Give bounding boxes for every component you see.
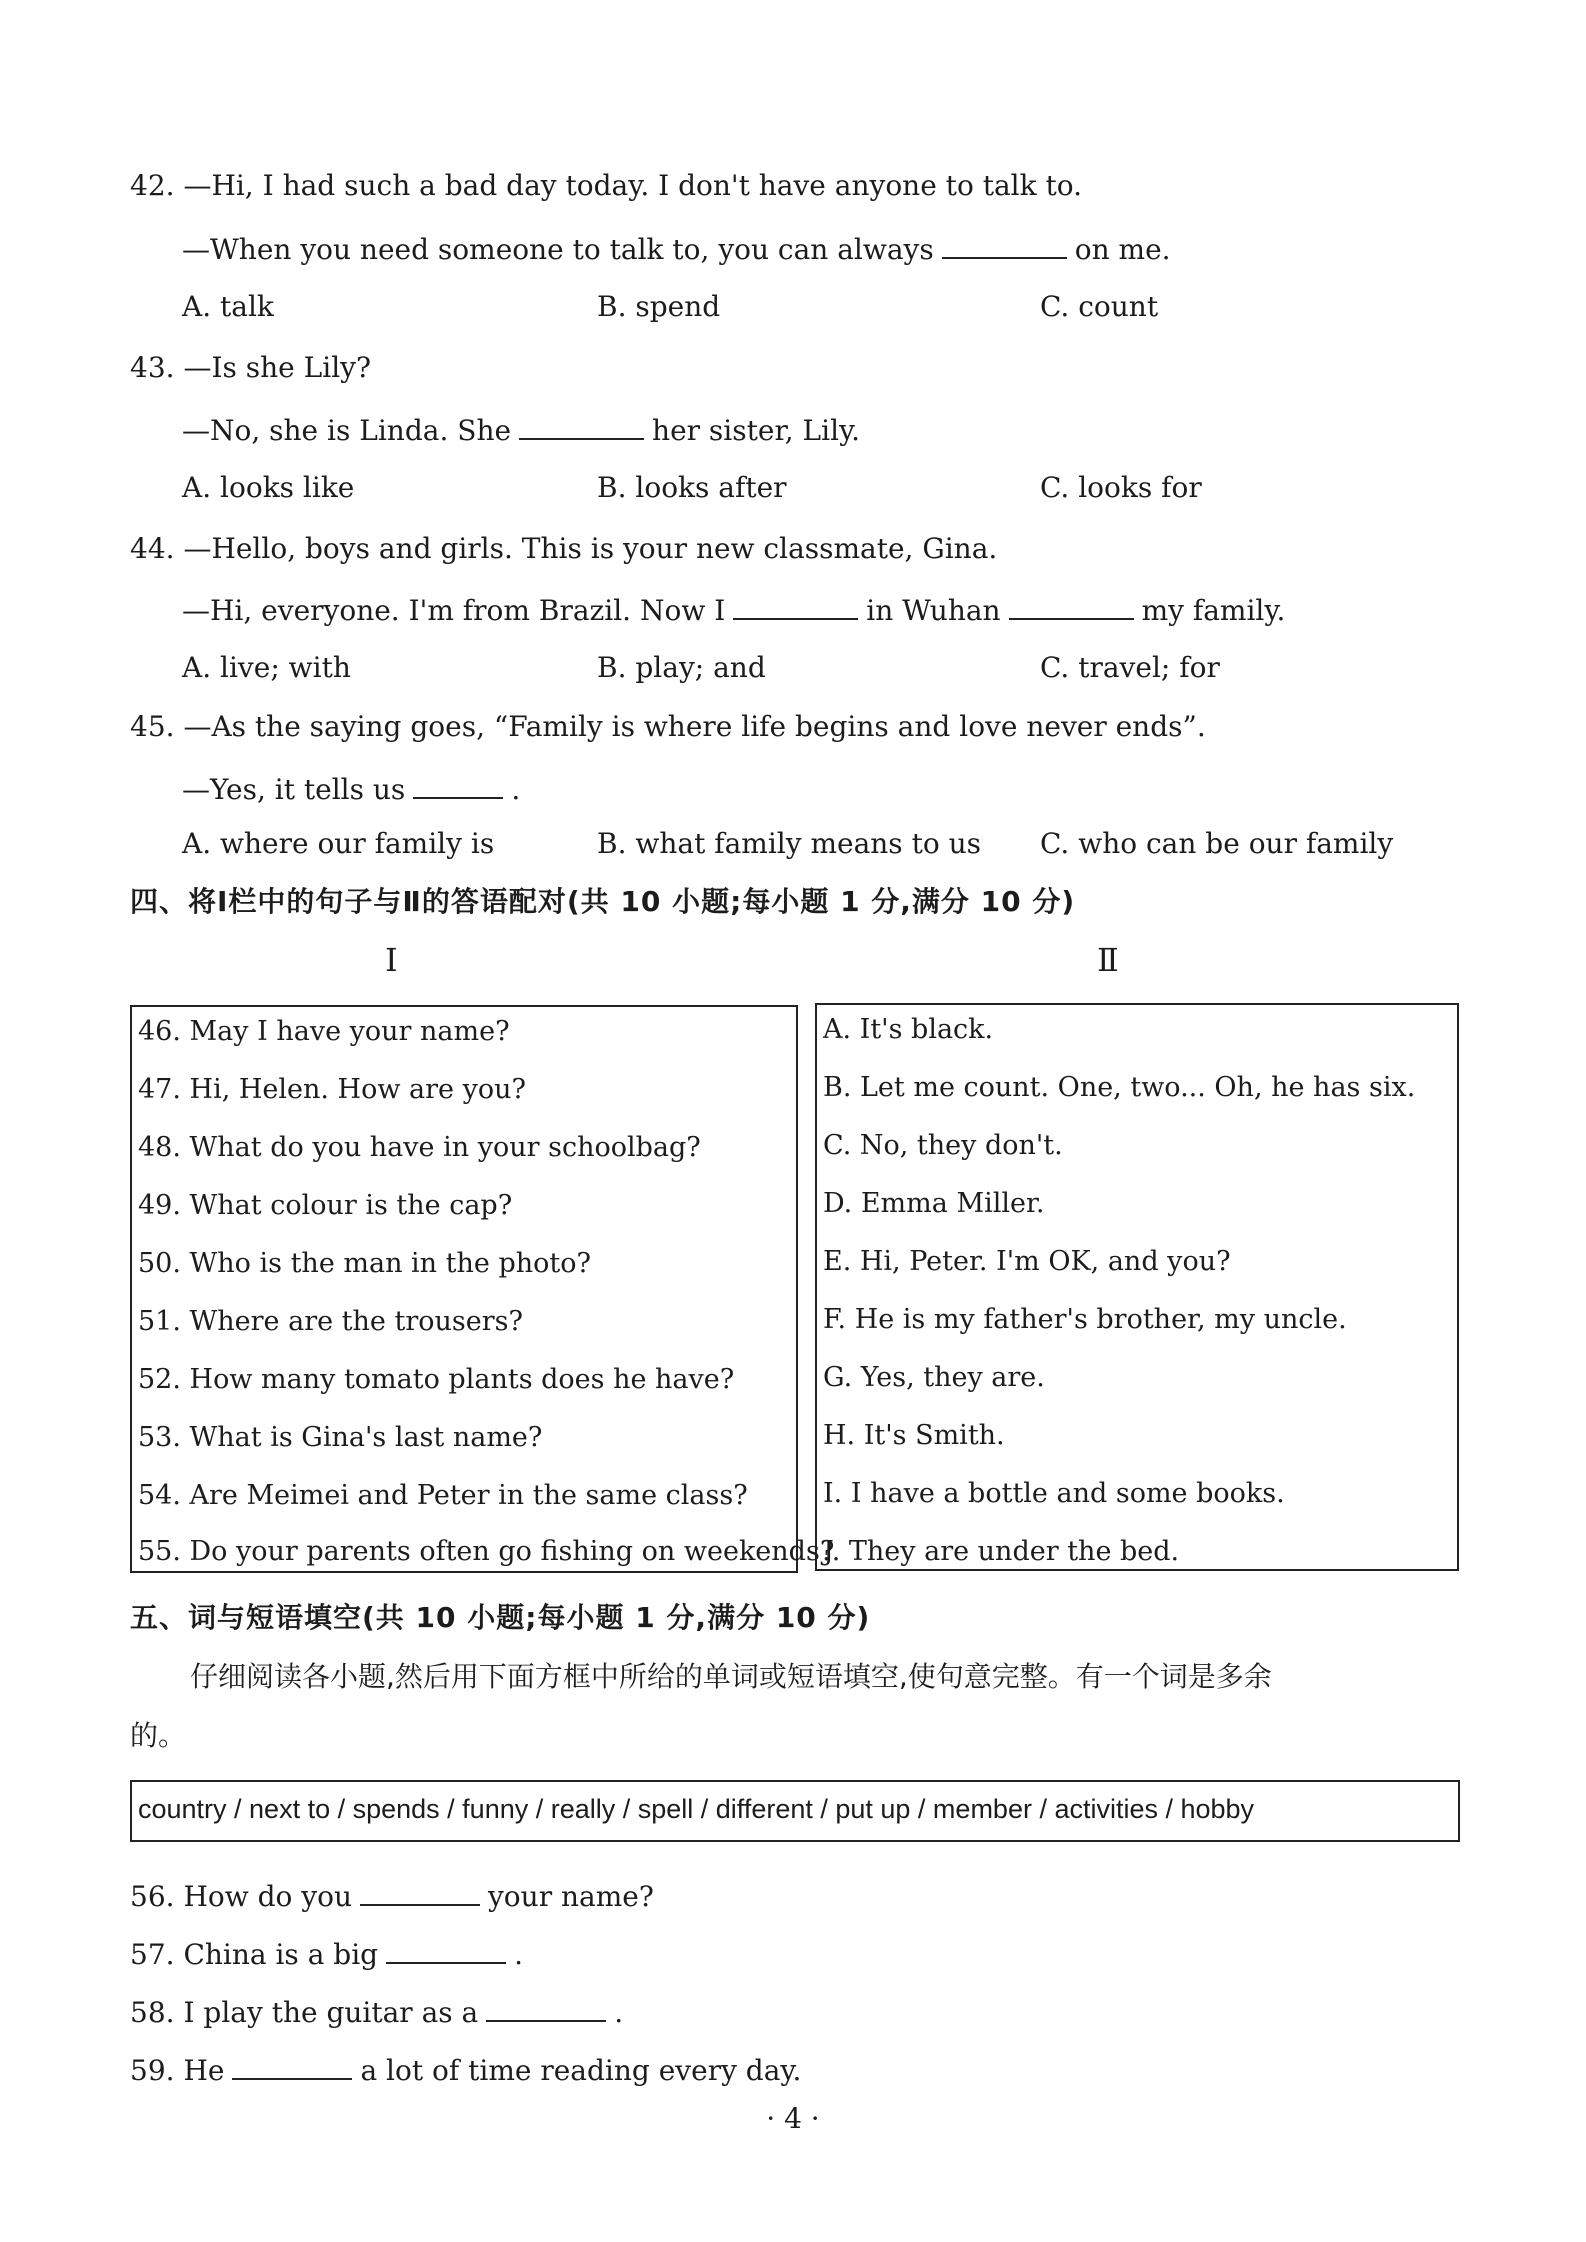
question-number: 44. — [130, 532, 175, 565]
question-44-line2 — [182, 594, 1285, 625]
question-56 — [130, 1880, 654, 1911]
column-2-label: Ⅱ — [1097, 941, 1119, 979]
question-42-line2 — [182, 233, 1171, 264]
list-item: 49. What colour is the cap? — [138, 1190, 513, 1221]
question-number: 59. — [130, 2054, 175, 2087]
text-segment: —No, she is Linda. She — [182, 414, 512, 447]
question-number: 43. — [130, 351, 175, 384]
answer-blank[interactable] — [733, 594, 858, 620]
list-item: A. It's black. — [823, 1014, 994, 1045]
question-text: —Is she Lily? — [183, 351, 371, 384]
option-c: C. count — [1040, 290, 1159, 323]
column-1-box — [130, 1005, 835, 1573]
list-item: G. Yes, they are. — [823, 1362, 1045, 1393]
text-segment: in Wuhan — [866, 594, 1001, 627]
text-segment: —When you need someone to talk to, you can always — [182, 233, 934, 266]
list-item: I. I have a bottle and some books. — [823, 1478, 1285, 1509]
list-item: 55. Do your parents often go fishing on weekends? — [138, 1536, 835, 1567]
list-item: D. Emma Miller. — [823, 1188, 1045, 1219]
section-5-instruction: 仔细阅读各小题,然后用下面方框中所给的单词或短语填空,使句意完整。有一个词是多余 — [190, 1660, 1272, 1693]
text-segment: her sister, Lily. — [652, 414, 861, 447]
list-item: 54. Are Meimei and Peter in the same class? — [138, 1480, 748, 1511]
list-item: J. They are under the bed. — [823, 1536, 1180, 1567]
word-bank-box: country / next to / spends / funny / really / spell / different / put up / member / activities / hobby — [130, 1780, 1460, 1842]
option-a: A. looks like — [182, 471, 355, 504]
list-item: 46. May I have your name? — [138, 1016, 510, 1047]
column-2-box — [815, 1003, 1459, 1571]
list-item: C. No, they don't. — [823, 1130, 1063, 1161]
option-b: B. what family means to us — [597, 827, 981, 860]
question-text: —Hi, I had such a bad day today. I don't have anyone to talk to. — [183, 169, 1082, 202]
text-segment: . — [514, 1938, 524, 1971]
question-number: 42. — [130, 169, 175, 202]
text-segment: . — [511, 773, 521, 806]
option-a: A. live; with — [182, 651, 351, 684]
option-b: B. play; and — [597, 651, 766, 684]
question-43-line2 — [182, 414, 860, 445]
text-segment: —Hi, everyone. I'm from Brazil. Now I — [182, 594, 726, 627]
answer-blank[interactable] — [519, 414, 644, 440]
question-43-line1 — [130, 351, 371, 384]
list-item: 52. How many tomato plants does he have? — [138, 1364, 735, 1395]
text-segment: . — [614, 1996, 624, 2029]
question-59 — [130, 2054, 801, 2085]
option-a: A. where our family is — [182, 827, 495, 860]
question-text: —As the saying goes, “Family is where life begins and love never ends”. — [183, 710, 1206, 743]
answer-blank[interactable] — [232, 2054, 352, 2080]
answer-blank[interactable] — [486, 1996, 606, 2022]
text-segment: China is a big — [183, 1938, 379, 1971]
option-b: B. spend — [597, 290, 721, 323]
text-segment: a lot of time reading every day. — [360, 2054, 802, 2087]
question-45-line1 — [130, 710, 1206, 743]
option-c: C. looks for — [1040, 471, 1202, 504]
text-segment: How do you — [183, 1880, 352, 1913]
text-segment: He — [183, 2054, 225, 2087]
answer-blank[interactable] — [1009, 594, 1134, 620]
list-item: H. It's Smith. — [823, 1420, 1005, 1451]
section-4-heading: 四、将Ⅰ栏中的句子与Ⅱ的答语配对(共 10 小题;每小题 1 分,满分 10 分) — [130, 885, 1076, 918]
page-number: · 4 · — [766, 2102, 820, 2135]
answer-blank[interactable] — [413, 773, 503, 799]
list-item: E. Hi, Peter. I'm OK, and you? — [823, 1246, 1231, 1277]
question-number: 57. — [130, 1938, 175, 1971]
question-44-line1 — [130, 532, 998, 565]
option-c: C. who can be our family — [1040, 827, 1394, 860]
list-item: 51. Where are the trousers? — [138, 1306, 523, 1337]
column-1-label: Ⅰ — [385, 941, 398, 979]
question-number: 45. — [130, 710, 175, 743]
option-b: B. looks after — [597, 471, 787, 504]
question-text: —Hello, boys and girls. This is your new classmate, Gina. — [183, 532, 998, 565]
answer-blank[interactable] — [386, 1938, 506, 1964]
question-58 — [130, 1996, 623, 2027]
option-c: C. travel; for — [1040, 651, 1220, 684]
question-57 — [130, 1938, 523, 1969]
question-42-line1 — [130, 169, 1082, 202]
option-a: A. talk — [182, 290, 274, 323]
section-5-heading: 五、词与短语填空(共 10 小题;每小题 1 分,满分 10 分) — [130, 1601, 871, 1634]
text-segment: on me. — [1074, 233, 1171, 266]
question-45-line2 — [182, 773, 520, 804]
answer-blank[interactable] — [360, 1880, 480, 1906]
question-number: 56. — [130, 1880, 175, 1913]
section-5-instruction-cont: 的。 — [130, 1719, 187, 1752]
text-segment: your name? — [487, 1880, 654, 1913]
list-item: 47. Hi, Helen. How are you? — [138, 1074, 526, 1105]
list-item: 53. What is Gina's last name? — [138, 1422, 543, 1453]
text-segment: my family. — [1141, 594, 1286, 627]
list-item: B. Let me count. One, two... Oh, he has six. — [823, 1072, 1416, 1103]
answer-blank[interactable] — [942, 233, 1067, 259]
text-segment: —Yes, it tells us — [182, 773, 406, 806]
list-item: 48. What do you have in your schoolbag? — [138, 1132, 701, 1163]
list-item: F. He is my father's brother, my uncle. — [823, 1304, 1347, 1335]
text-segment: I play the guitar as a — [183, 1996, 479, 2029]
list-item: 50. Who is the man in the photo? — [138, 1248, 591, 1279]
question-number: 58. — [130, 1996, 175, 2029]
